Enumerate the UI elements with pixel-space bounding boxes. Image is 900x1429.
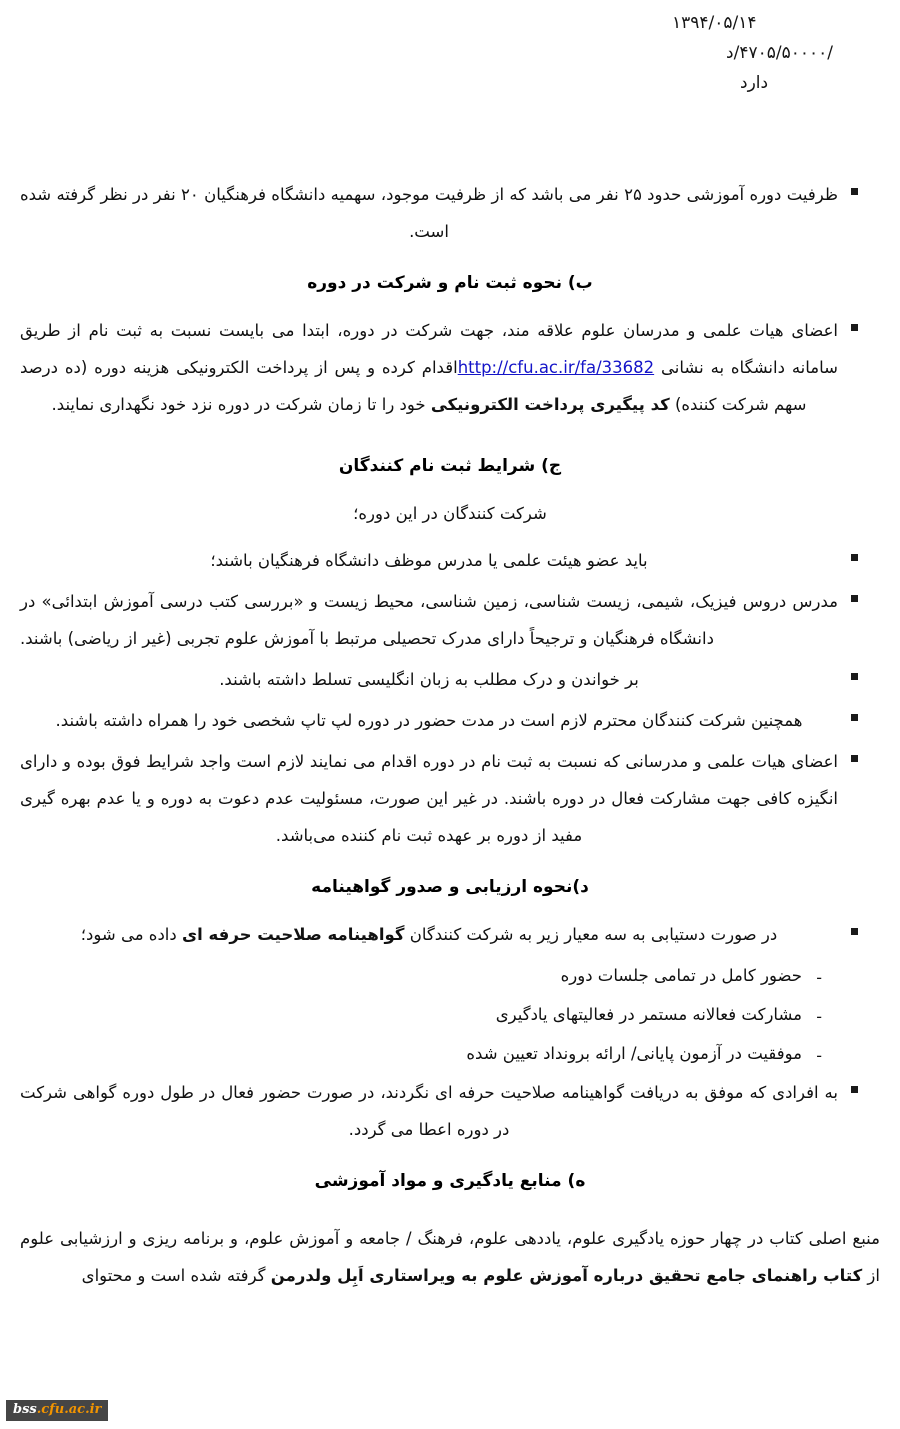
watermark-prefix: bss: [13, 1402, 37, 1417]
section-d-heading: د)نحوه ارزیابی و صدور گواهینامه: [311, 877, 589, 897]
list-item: [20, 661, 880, 698]
registration-text-part1: اعضای هیات علمی و مدرسان علوم علاقه مند، جهت شرکت در دوره، ابتدا می بایست نسبت به ثبت نام از طریق سامانه دانشگاه به نشانی: [20, 321, 838, 377]
letter-date: ۱۳۹۴/۰۵/۱۴: [672, 13, 757, 33]
sub-list-item: [20, 957, 880, 994]
registration-instructions: [20, 312, 838, 423]
payment-tracking-code-emphasis: کد پیگیری پرداخت الکترونیکی: [430, 395, 670, 414]
reference-book-title: کتاب راهنمای جامع تحقیق درباره آموزش علوم به ویراستاری اَبِل ولدرمن: [270, 1266, 863, 1285]
certificate-criteria-lead: [20, 916, 838, 953]
square-bullet-icon: [851, 673, 858, 680]
section-c-intro: شرکت کنندگان در این دوره؛: [353, 504, 547, 523]
site-watermark: [6, 1400, 108, 1421]
capacity-text: ظرفیت دوره آموزشی حدود ۲۵ نفر می باشد که از ظرفیت موجود، سهمیه دانشگاه فرهنگیان ۲۰ نفر در نظر گرفته شده است.: [20, 185, 838, 241]
section-e-heading: ه) منابع یادگیری و مواد آموزشی: [314, 1171, 586, 1191]
registration-text-part2: اقدام کرده و پس از پرداخت الکترونیکی هزینه دوره (ده درصد سهم شرکت کننده): [20, 358, 807, 414]
resources-part1: منبع اصلی کتاب در چهار حوزه یادگیری علوم، یاددهی علوم، فرهنگ / جامعه و آموزش علوم، و برنامه ریزی و ارزشیابی علوم از: [20, 1229, 880, 1285]
list-item: [20, 583, 880, 657]
letterhead: [0, 8, 900, 98]
watermark-suffix: .cfu.ac.ir: [36, 1402, 102, 1417]
requirement-subject-teacher: مدرس دروس فیزیک، شیمی، زیست شناسی، زمین شناسی، محیط زیست و «بررسی کتب درسی آموزش ابتدائی» در دانشگاه فرهنگیان و ترجیحاً دارای مدرک تحصیلی مرتبط با آموزش علوم تجربی (غیر از ریاضی) باشند.: [20, 592, 838, 648]
requirement-personal-laptop: همچنین شرکت کنندگان محترم لازم است در مدت حضور در دوره لپ تاپ شخصی خود را همراه داشته باشند.: [55, 711, 803, 730]
professional-certificate-emphasis: گواهینامه صلاحیت حرفه ای: [181, 925, 405, 944]
list-item: [20, 702, 880, 739]
dash-bullet-icon: -: [816, 968, 822, 987]
square-bullet-icon: [851, 554, 858, 561]
certificate-lead-part1: در صورت دستیابی به سه معیار زیر به شرکت کنندگان: [404, 925, 778, 944]
square-bullet-icon: [851, 595, 858, 602]
document-body: [20, 176, 880, 1294]
square-bullet-icon: [851, 714, 858, 721]
dash-bullet-icon: -: [816, 1007, 822, 1026]
list-item: [20, 176, 880, 250]
requirement-english-proficiency: بر خواندن و درک مطلب به زبان انگلیسی تسلط داشته باشند.: [219, 670, 639, 689]
dash-bullet-icon: -: [816, 1046, 822, 1065]
criterion-full-attendance: حضور کامل در تمامی جلسات دوره: [560, 966, 802, 985]
letter-reference-number: /۴۷۰۵/۵۰۰۰۰/د: [726, 43, 833, 63]
square-bullet-icon: [851, 324, 858, 331]
letter-attachment-label: دارد: [740, 73, 769, 93]
section-b-heading: ب) نحوه ثبت نام و شرکت در دوره: [307, 273, 593, 293]
criterion-active-participation: مشارکت فعالانه مستمر در فعالیتهای یادگیری: [495, 1005, 802, 1024]
square-bullet-icon: [851, 188, 858, 195]
square-bullet-icon: [851, 928, 858, 935]
list-item: [20, 1074, 880, 1148]
list-item: [20, 542, 880, 579]
section-c-heading: ج) شرایط ثبت نام کنندگان: [338, 456, 562, 476]
learning-resources-paragraph: [20, 1220, 880, 1294]
list-item: [20, 312, 880, 423]
list-item: [20, 743, 880, 854]
list-item: [20, 916, 880, 953]
registration-text-part3: خود را تا زمان شرکت در دوره نزد خود نگهداری نمایند.: [51, 395, 431, 414]
requirement-faculty-member: باید عضو هیئت علمی یا مدرس موظف دانشگاه فرهنگیان باشند؛: [210, 551, 648, 570]
sub-list-item: [20, 1035, 880, 1072]
resources-part2: گرفته شده است و محتوای: [81, 1266, 271, 1285]
sub-list-item: [20, 996, 880, 1033]
registration-portal-link[interactable]: http://cfu.ac.ir/fa/33682: [457, 358, 655, 377]
participation-certificate-note: به افرادی که موفق به دریافت گواهینامه صلاحیت حرفه ای نگردند، در صورت حضور فعال در طول دوره گواهی شرکت در دوره اعطا می گردد.: [20, 1083, 838, 1139]
square-bullet-icon: [851, 1086, 858, 1093]
certificate-lead-part2: داده می شود؛: [80, 925, 182, 944]
criterion-final-exam-success: موفقیت در آزمون پایانی/ ارائه برونداد تعیین شده: [466, 1044, 802, 1063]
requirement-motivation-responsibility: اعضای هیات علمی و مدرسانی که نسبت به ثبت نام در دوره اقدام می نمایند لازم است واجد شرایط فوق بوده و دارای انگیزه کافی جهت مشارکت فعال در دوره باشند. در غیر این صورت، مسئولیت عدم دعوت به دوره و یا عدم بهره گیری مفید از دوره بر عهده ثبت نام کننده می‌باشد.: [20, 752, 838, 845]
square-bullet-icon: [851, 755, 858, 762]
